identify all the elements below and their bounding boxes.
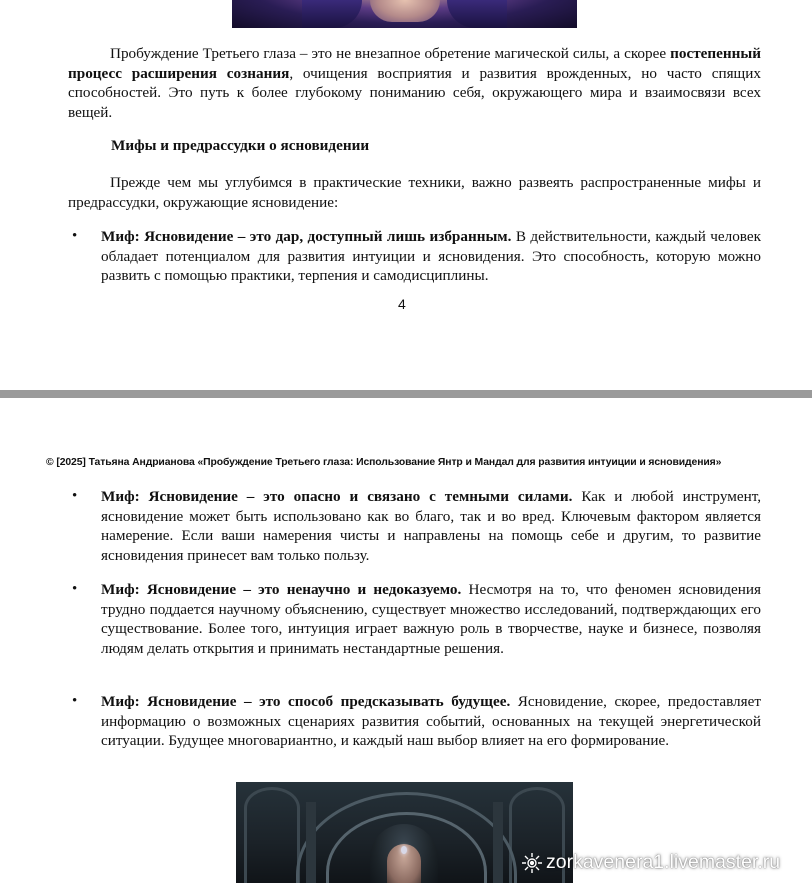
list-item: • Миф: Ясновидение – это ненаучно и недоказуемо. Несмотря на то, что феномен ясновидения трудно поддается научному объяснению, существует множество исследований, подтверждающих его существование. Более того, интуиция играет важную роль в творчестве, науке и бизнесе, позволяя людям делать открытия и принимать нестандартные решения. <box>72 581 761 657</box>
emphasis-expansion: постепенный процесс расширения сознания <box>68 45 761 82</box>
bullet-icon: • <box>72 228 78 244</box>
bullet-icon: • <box>72 581 78 597</box>
section-heading: Мифы и предрассудки о ясновидении <box>111 137 370 154</box>
sun-ornament-icon <box>521 852 543 874</box>
watermark <box>521 851 780 874</box>
illustration-top <box>232 0 577 28</box>
running-header: © [2025] Татьяна Андрианова «Пробуждение Третьего глаза: Использование Янтр и Мандал для развития интуиции и ясновидения» <box>46 457 722 468</box>
page-number: 4 <box>398 296 406 312</box>
watermark-text: zorkavenera1.livemaster.ru <box>546 851 781 873</box>
bullet-icon: • <box>72 693 78 709</box>
list-item: • Миф: Ясновидение – это опасно и связано с темными силами. Как и любой инструмент, ясновидение может быть использовано как во благо, так и во вред. Ключевым фактором является намерение. Если ваши намерения чисты и направлены на помощь себе и другим, то развитие ясновидения принесет вам только пользу. <box>72 488 761 564</box>
document-page-4 <box>0 0 812 392</box>
page-separator <box>0 390 812 398</box>
paragraph-intro: Прежде чем мы углубимся в практические техники, важно развеять распространенные мифы и предрассудки, окружающие ясновидение: <box>68 174 761 211</box>
list-item: • Миф: Ясновидение – это способ предсказывать будущее. Ясновидение, скорее, предоставляет информацию о возможных сценариях развития событий, основанных на текущей энергетической ситуации. Будущее многовариантно, и каждый наш выбор влияет на его формирование. <box>72 693 761 749</box>
paragraph-awakening: Пробуждение Третьего глаза – это не внезапное обретение магической силы, а скорее постепенный процесс расширения сознания, очищения восприятия и развития врожденных, но часто спящих способностей. Это путь к более глубокому пониманию себя, окружающего мира и взаимосвязи всех вещей. <box>68 45 761 121</box>
bullet-icon: • <box>72 488 78 504</box>
list-item: • Миф: Ясновидение – это дар, доступный лишь избранным. В действительности, каждый человек обладает потенциалом для развития интуиции и ясновидения. Это способность, которую можно развить с помощью практики, терпения и самодисциплины. <box>72 228 761 284</box>
